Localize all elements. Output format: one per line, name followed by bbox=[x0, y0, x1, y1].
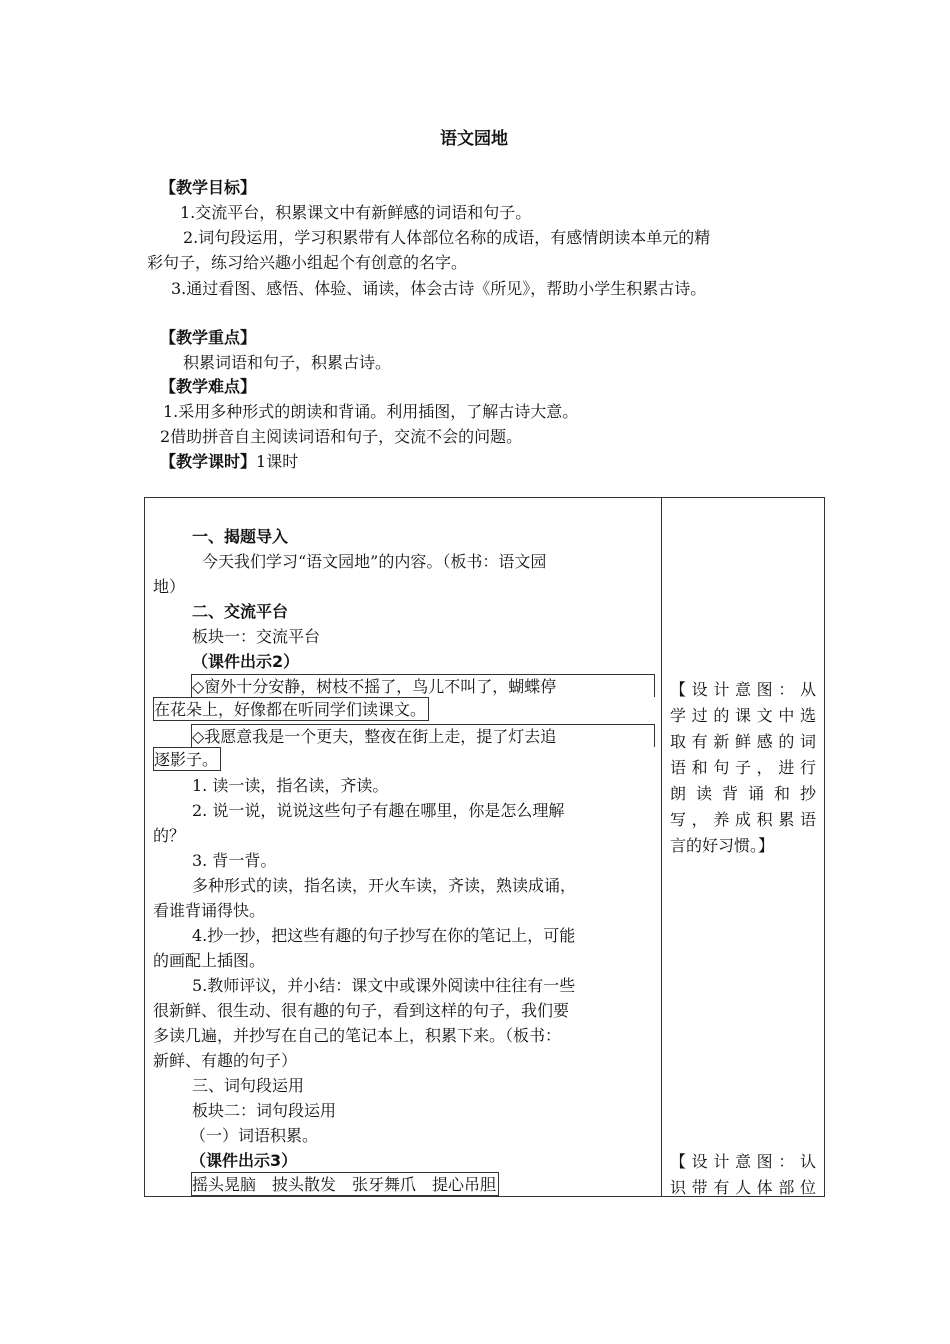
key-points-text: 积累词语和句子，积累古诗。 bbox=[183, 353, 392, 372]
step5-line2: 很新鲜、很生动、很有趣的句子，看到这样的句子，我们要 bbox=[153, 1001, 570, 1020]
objectives-heading: 【教学目标】 bbox=[160, 178, 257, 197]
quote1-line1: ◇窗外十分安静，树枝不摇了，鸟儿不叫了，蝴蝶停 bbox=[191, 674, 655, 697]
step5-line4: 新鲜、有趣的句子） bbox=[153, 1051, 298, 1070]
design-note-2-line: 【设计意图：认 bbox=[670, 1152, 816, 1171]
ppt3-label: （课件出示3） bbox=[190, 1151, 298, 1170]
design-note-1-line: 语和句子，进行 bbox=[670, 758, 816, 777]
step1: 1. 读一读，指名读，齐读。 bbox=[192, 776, 389, 795]
section1-line1: 今天我们学习“语文园地”的内容。（板书：语文园 bbox=[202, 552, 547, 571]
objective-1: 1.交流平台，积累课文中有新鲜感的词语和句子。 bbox=[180, 203, 532, 222]
objective-2-line2: 彩句子，练习给兴趣小组起个有创意的名字。 bbox=[147, 253, 468, 272]
ppt2-label: （课件出示2） bbox=[192, 652, 300, 671]
step4-line1: 4.抄一抄，把这些有趣的句子抄写在你的笔记上，可能 bbox=[192, 926, 576, 945]
difficulty-1: 1.采用多种形式的朗读和背诵。利用插图，了解古诗大意。 bbox=[163, 402, 579, 421]
table-column-divider bbox=[661, 497, 662, 1197]
design-note-1-line: 学过的课文中选 bbox=[670, 706, 816, 725]
design-note-1 bbox=[670, 677, 816, 859]
periods-row bbox=[160, 450, 298, 474]
section2-heading: 二、交流平台 bbox=[192, 602, 289, 621]
periods-heading: 【教学课时】 bbox=[160, 452, 257, 471]
step5-line3: 多读几遍，并抄写在自己的笔记本上，积累下来。（板书： bbox=[153, 1026, 562, 1045]
step3-detail-line1: 多种形式的读，指名读，开火车读，齐读，熟读成诵， bbox=[192, 876, 577, 895]
step2-line2: 的？ bbox=[153, 826, 186, 845]
objective-3: 3.通过看图、感悟、体验、诵读，体会古诗《所见》，帮助小学生积累古诗。 bbox=[171, 279, 707, 298]
quote2-line2: 逐影子。 bbox=[153, 747, 221, 771]
periods-value: 1课时 bbox=[256, 452, 299, 471]
design-note-1-line: 朗读背诵和抄 bbox=[670, 784, 816, 803]
quote1-line2: 在花朵上，好像都在听同学们读课文。 bbox=[153, 697, 429, 721]
design-note-1-line: 【设计意图：从 bbox=[670, 680, 816, 699]
objective-2-line1: 2.词句段运用，学习积累带有人体部位名称的成语，有感情朗读本单元的精 bbox=[183, 228, 711, 247]
difficulty-2: 2借助拼音自主阅读词语和句子，交流不会的问题。 bbox=[160, 427, 523, 446]
section1-heading: 一、揭题导入 bbox=[192, 527, 289, 546]
key-points-heading: 【教学重点】 bbox=[160, 328, 257, 347]
step4-line2: 的画配上插图。 bbox=[153, 951, 266, 970]
page-title: 语文园地 bbox=[440, 129, 508, 149]
difficulties-heading: 【教学难点】 bbox=[160, 377, 257, 396]
design-note-2-line: 识带有人体部位 bbox=[670, 1178, 816, 1197]
design-note-1-last: 言的好习惯。】 bbox=[670, 836, 775, 855]
block1-label: 板块一：交流平台 bbox=[192, 627, 321, 646]
design-note-1-line: 取有新鲜感的词 bbox=[670, 732, 816, 751]
idioms-box: 摇头晃脑 披头散发 张牙舞爪 提心吊胆 bbox=[191, 1172, 499, 1196]
step3-detail-line2: 看谁背诵得快。 bbox=[153, 901, 266, 920]
block2-label: 板块二：词句段运用 bbox=[192, 1101, 337, 1120]
design-note-2 bbox=[670, 1149, 816, 1201]
step3: 3. 背一背。 bbox=[192, 851, 277, 870]
section3-heading: 三、词句段运用 bbox=[192, 1076, 305, 1095]
step5-line1: 5.教师评议，并小结：课文中或课外阅读中往往有一些 bbox=[192, 976, 576, 995]
sub1-label: （一）词语积累。 bbox=[190, 1126, 319, 1145]
quote2-line1: ◇我愿意我是一个更夫，整夜在街上走，提了灯去追 bbox=[191, 724, 655, 747]
design-note-1-line: 写，养成积累语 bbox=[670, 810, 816, 829]
section1-line2: 地） bbox=[153, 577, 186, 596]
step2-line1: 2. 说一说，说说这些句子有趣在哪里，你是怎么理解 bbox=[192, 801, 565, 820]
